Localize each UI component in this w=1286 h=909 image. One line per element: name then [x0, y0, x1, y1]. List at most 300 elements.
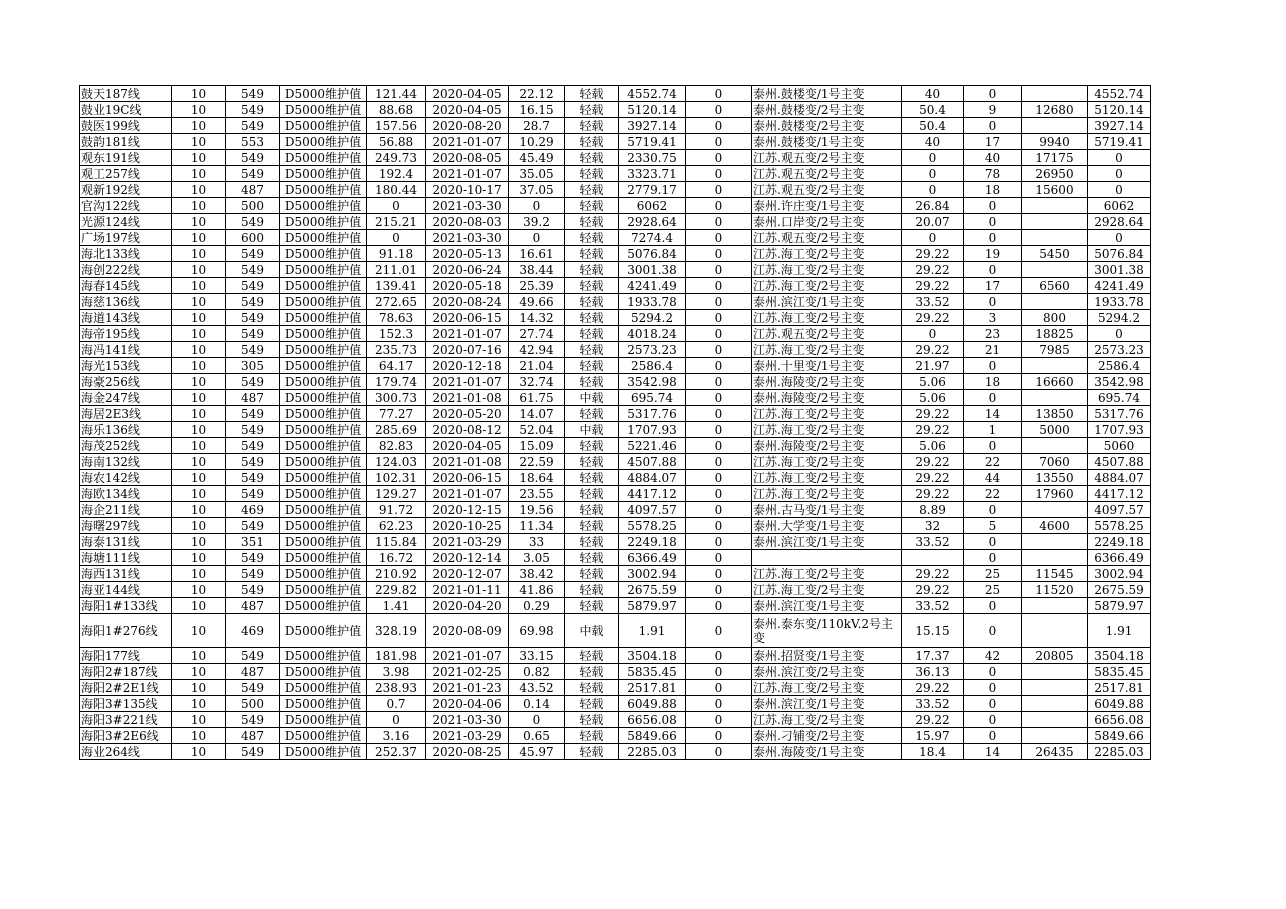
max-current-cell: 181.98: [367, 648, 426, 664]
load-rate-cell: 32.74: [509, 374, 565, 390]
rated-current-cell: 549: [226, 342, 280, 358]
available-capacity-cell: 5835.45: [619, 664, 686, 680]
max-current-cell: 0.7: [367, 696, 426, 712]
count-cell: 14: [964, 744, 1022, 760]
transformer-cell: 江苏.海工变/2号主变: [752, 310, 902, 326]
table-row: [80, 438, 1151, 454]
transformer-cell: 泰州.刁铺变/2号主变: [752, 728, 902, 744]
load-rate-cell: 52.04: [509, 422, 565, 438]
transformer-cell: 泰州.滨江变/1号主变: [752, 294, 902, 310]
remaining-capacity-cell: 2285.03: [1088, 744, 1151, 760]
voltage-cell: 10: [172, 294, 226, 310]
source-cell: D5000维护值: [280, 712, 367, 728]
transformer-load-cell: 29.22: [902, 454, 964, 470]
voltage-cell: 10: [172, 230, 226, 246]
line-name-cell: 海北133线: [80, 246, 172, 262]
capacity-cell: 800: [1022, 310, 1088, 326]
count-cell: 0: [964, 262, 1022, 278]
load-rate-cell: 15.09: [509, 438, 565, 454]
available-capacity-cell: 695.74: [619, 390, 686, 406]
available-capacity-cell: 2517.81: [619, 680, 686, 696]
remaining-capacity-cell: 6656.08: [1088, 712, 1151, 728]
available-capacity-cell: 6062: [619, 198, 686, 214]
load-rate-cell: 43.52: [509, 680, 565, 696]
rated-current-cell: 549: [226, 582, 280, 598]
date-cell: 2020-10-17: [426, 182, 509, 198]
max-current-cell: 91.18: [367, 246, 426, 262]
load-rate-cell: 33: [509, 534, 565, 550]
flag-cell: 0: [686, 230, 752, 246]
transformer-cell: 江苏.海工变/2号主变: [752, 582, 902, 598]
line-name-cell: 鼓医199线: [80, 118, 172, 134]
flag-cell: 0: [686, 390, 752, 406]
table-row: [80, 214, 1151, 230]
voltage-cell: 10: [172, 648, 226, 664]
source-cell: D5000维护值: [280, 246, 367, 262]
flag-cell: 0: [686, 182, 752, 198]
source-cell: D5000维护值: [280, 294, 367, 310]
source-cell: D5000维护值: [280, 696, 367, 712]
load-status-cell: 轻载: [565, 166, 619, 182]
count-cell: 0: [964, 294, 1022, 310]
transformer-load-cell: 33.52: [902, 696, 964, 712]
table-row: [80, 712, 1151, 728]
flag-cell: 0: [686, 470, 752, 486]
source-cell: D5000维护值: [280, 680, 367, 696]
flag-cell: 0: [686, 712, 752, 728]
max-current-cell: 211.01: [367, 262, 426, 278]
rated-current-cell: 305: [226, 358, 280, 374]
date-cell: 2021-03-29: [426, 534, 509, 550]
source-cell: D5000维护值: [280, 582, 367, 598]
transformer-load-cell: 0: [902, 150, 964, 166]
transformer-cell: 泰州.鼓楼变/1号主变: [752, 134, 902, 150]
date-cell: 2020-12-15: [426, 502, 509, 518]
count-cell: 0: [964, 598, 1022, 614]
transformer-load-cell: [902, 550, 964, 566]
line-name-cell: 海帝195线: [80, 326, 172, 342]
load-rate-cell: 38.42: [509, 566, 565, 582]
capacity-cell: 7060: [1022, 454, 1088, 470]
capacity-cell: 26435: [1022, 744, 1088, 760]
max-current-cell: 56.88: [367, 134, 426, 150]
rated-current-cell: 549: [226, 566, 280, 582]
rated-current-cell: 549: [226, 374, 280, 390]
line-name-cell: 海阳2#187线: [80, 664, 172, 680]
date-cell: 2021-02-25: [426, 664, 509, 680]
available-capacity-cell: 6366.49: [619, 550, 686, 566]
table-row: [80, 86, 1151, 102]
count-cell: 78: [964, 166, 1022, 182]
rated-current-cell: 549: [226, 680, 280, 696]
capacity-cell: [1022, 728, 1088, 744]
load-status-cell: 轻载: [565, 230, 619, 246]
capacity-cell: [1022, 614, 1088, 648]
flag-cell: 0: [686, 310, 752, 326]
remaining-capacity-cell: 5060: [1088, 438, 1151, 454]
available-capacity-cell: 5849.66: [619, 728, 686, 744]
voltage-cell: 10: [172, 166, 226, 182]
source-cell: D5000维护值: [280, 550, 367, 566]
voltage-cell: 10: [172, 310, 226, 326]
transformer-load-cell: 32: [902, 518, 964, 534]
date-cell: 2021-01-07: [426, 166, 509, 182]
available-capacity-cell: 6656.08: [619, 712, 686, 728]
capacity-cell: 17175: [1022, 150, 1088, 166]
voltage-cell: 10: [172, 696, 226, 712]
source-cell: D5000维护值: [280, 664, 367, 680]
remaining-capacity-cell: 4097.57: [1088, 502, 1151, 518]
table-row: [80, 342, 1151, 358]
date-cell: 2020-07-16: [426, 342, 509, 358]
load-rate-cell: 11.34: [509, 518, 565, 534]
date-cell: 2020-08-25: [426, 744, 509, 760]
table-row: [80, 454, 1151, 470]
count-cell: 0: [964, 550, 1022, 566]
remaining-capacity-cell: 3542.98: [1088, 374, 1151, 390]
flag-cell: 0: [686, 150, 752, 166]
voltage-cell: 10: [172, 118, 226, 134]
capacity-cell: 11520: [1022, 582, 1088, 598]
count-cell: 21: [964, 342, 1022, 358]
max-current-cell: 192.4: [367, 166, 426, 182]
source-cell: D5000维护值: [280, 728, 367, 744]
line-name-cell: 海阳2#2E1线: [80, 680, 172, 696]
voltage-cell: 10: [172, 534, 226, 550]
transformer-cell: 江苏.观五变/2号主变: [752, 230, 902, 246]
load-status-cell: 轻载: [565, 374, 619, 390]
line-name-cell: 海慈136线: [80, 294, 172, 310]
load-rate-cell: 27.74: [509, 326, 565, 342]
count-cell: 25: [964, 566, 1022, 582]
table-row: [80, 374, 1151, 390]
remaining-capacity-cell: 5879.97: [1088, 598, 1151, 614]
max-current-cell: 115.84: [367, 534, 426, 550]
date-cell: 2021-01-07: [426, 134, 509, 150]
rated-current-cell: 549: [226, 712, 280, 728]
line-name-cell: 官沟122线: [80, 198, 172, 214]
rated-current-cell: 549: [226, 86, 280, 102]
transformer-load-cell: 29.22: [902, 342, 964, 358]
load-rate-cell: 0: [509, 230, 565, 246]
date-cell: 2021-03-30: [426, 198, 509, 214]
remaining-capacity-cell: 2675.59: [1088, 582, 1151, 598]
transformer-cell: 江苏.观五变/2号主变: [752, 182, 902, 198]
transformer-load-cell: 17.37: [902, 648, 964, 664]
transformer-cell: 江苏.观五变/2号主变: [752, 326, 902, 342]
transformer-cell: 江苏.海工变/2号主变: [752, 278, 902, 294]
max-current-cell: 77.27: [367, 406, 426, 422]
transformer-cell: 江苏.海工变/2号主变: [752, 712, 902, 728]
capacity-cell: 18825: [1022, 326, 1088, 342]
load-status-cell: 轻载: [565, 310, 619, 326]
max-current-cell: 238.93: [367, 680, 426, 696]
table-row: [80, 102, 1151, 118]
flag-cell: 0: [686, 102, 752, 118]
max-current-cell: 272.65: [367, 294, 426, 310]
remaining-capacity-cell: 5578.25: [1088, 518, 1151, 534]
remaining-capacity-cell: 0: [1088, 150, 1151, 166]
voltage-cell: 10: [172, 438, 226, 454]
available-capacity-cell: 2573.23: [619, 342, 686, 358]
voltage-cell: 10: [172, 502, 226, 518]
load-rate-cell: 0.29: [509, 598, 565, 614]
max-current-cell: 285.69: [367, 422, 426, 438]
date-cell: 2020-04-05: [426, 438, 509, 454]
remaining-capacity-cell: 6062: [1088, 198, 1151, 214]
transformer-load-cell: 36.13: [902, 664, 964, 680]
load-rate-cell: 3.05: [509, 550, 565, 566]
remaining-capacity-cell: 4884.07: [1088, 470, 1151, 486]
remaining-capacity-cell: 1933.78: [1088, 294, 1151, 310]
capacity-cell: [1022, 712, 1088, 728]
load-rate-cell: 18.64: [509, 470, 565, 486]
max-current-cell: 252.37: [367, 744, 426, 760]
rated-current-cell: 487: [226, 182, 280, 198]
capacity-cell: [1022, 198, 1088, 214]
line-name-cell: 海亚144线: [80, 582, 172, 598]
source-cell: D5000维护值: [280, 134, 367, 150]
date-cell: 2020-04-06: [426, 696, 509, 712]
remaining-capacity-cell: 2249.18: [1088, 534, 1151, 550]
load-status-cell: 轻载: [565, 358, 619, 374]
flag-cell: 0: [686, 214, 752, 230]
rated-current-cell: 549: [226, 214, 280, 230]
max-current-cell: 1.41: [367, 598, 426, 614]
load-rate-cell: 25.39: [509, 278, 565, 294]
voltage-cell: 10: [172, 150, 226, 166]
transformer-cell: 泰州.鼓楼变/2号主变: [752, 102, 902, 118]
max-current-cell: 180.44: [367, 182, 426, 198]
source-cell: D5000维护值: [280, 518, 367, 534]
capacity-cell: 5000: [1022, 422, 1088, 438]
load-status-cell: 轻载: [565, 246, 619, 262]
transformer-load-cell: 40: [902, 86, 964, 102]
transformer-cell: 泰州.鼓楼变/1号主变: [752, 86, 902, 102]
table-row: [80, 680, 1151, 696]
remaining-capacity-cell: 4241.49: [1088, 278, 1151, 294]
available-capacity-cell: 7274.4: [619, 230, 686, 246]
rated-current-cell: 600: [226, 230, 280, 246]
count-cell: 18: [964, 182, 1022, 198]
table-row: [80, 166, 1151, 182]
transformer-load-cell: 29.22: [902, 422, 964, 438]
rated-current-cell: 549: [226, 326, 280, 342]
date-cell: 2020-12-18: [426, 358, 509, 374]
remaining-capacity-cell: 5835.45: [1088, 664, 1151, 680]
remaining-capacity-cell: 6366.49: [1088, 550, 1151, 566]
load-status-cell: 轻载: [565, 102, 619, 118]
transformer-cell: [752, 550, 902, 566]
transformer-load-cell: 26.84: [902, 198, 964, 214]
date-cell: 2020-05-13: [426, 246, 509, 262]
voltage-cell: 10: [172, 278, 226, 294]
voltage-cell: 10: [172, 614, 226, 648]
source-cell: D5000维护值: [280, 390, 367, 406]
transformer-load-cell: 29.22: [902, 486, 964, 502]
load-rate-cell: 49.66: [509, 294, 565, 310]
max-current-cell: 3.98: [367, 664, 426, 680]
date-cell: 2021-01-07: [426, 486, 509, 502]
line-name-cell: 海塘111线: [80, 550, 172, 566]
voltage-cell: 10: [172, 598, 226, 614]
table-row: [80, 134, 1151, 150]
line-name-cell: 海乐136线: [80, 422, 172, 438]
source-cell: D5000维护值: [280, 598, 367, 614]
voltage-cell: 10: [172, 134, 226, 150]
count-cell: 0: [964, 664, 1022, 680]
transformer-load-cell: 40: [902, 134, 964, 150]
flag-cell: 0: [686, 664, 752, 680]
flag-cell: 0: [686, 454, 752, 470]
rated-current-cell: 351: [226, 534, 280, 550]
load-status-cell: 轻载: [565, 454, 619, 470]
load-status-cell: 轻载: [565, 118, 619, 134]
max-current-cell: 62.23: [367, 518, 426, 534]
transformer-load-cell: 29.22: [902, 262, 964, 278]
available-capacity-cell: 6049.88: [619, 696, 686, 712]
voltage-cell: 10: [172, 214, 226, 230]
transformer-load-cell: 5.06: [902, 390, 964, 406]
voltage-cell: 10: [172, 390, 226, 406]
count-cell: 23: [964, 326, 1022, 342]
load-status-cell: 轻载: [565, 744, 619, 760]
flag-cell: 0: [686, 582, 752, 598]
load-rate-cell: 19.56: [509, 502, 565, 518]
capacity-cell: 16660: [1022, 374, 1088, 390]
transformer-cell: 江苏.海工变/2号主变: [752, 406, 902, 422]
line-name-cell: 海企211线: [80, 502, 172, 518]
transformer-load-cell: 0: [902, 326, 964, 342]
source-cell: D5000维护值: [280, 374, 367, 390]
max-current-cell: 121.44: [367, 86, 426, 102]
voltage-cell: 10: [172, 358, 226, 374]
capacity-cell: [1022, 534, 1088, 550]
transformer-load-cell: 29.22: [902, 310, 964, 326]
line-name-cell: 光源124线: [80, 214, 172, 230]
remaining-capacity-cell: 3002.94: [1088, 566, 1151, 582]
flag-cell: 0: [686, 326, 752, 342]
voltage-cell: 10: [172, 486, 226, 502]
rated-current-cell: 549: [226, 518, 280, 534]
date-cell: 2020-04-05: [426, 86, 509, 102]
capacity-cell: 12680: [1022, 102, 1088, 118]
flag-cell: 0: [686, 262, 752, 278]
date-cell: 2020-08-09: [426, 614, 509, 648]
voltage-cell: 10: [172, 518, 226, 534]
capacity-cell: [1022, 680, 1088, 696]
source-cell: D5000维护值: [280, 118, 367, 134]
date-cell: 2021-01-23: [426, 680, 509, 696]
transformer-cell: 泰州.海陵变/2号主变: [752, 374, 902, 390]
count-cell: 0: [964, 680, 1022, 696]
remaining-capacity-cell: 6049.88: [1088, 696, 1151, 712]
load-status-cell: 轻载: [565, 86, 619, 102]
capacity-cell: [1022, 664, 1088, 680]
available-capacity-cell: 5221.46: [619, 438, 686, 454]
capacity-cell: 26950: [1022, 166, 1088, 182]
max-current-cell: 157.56: [367, 118, 426, 134]
remaining-capacity-cell: 4417.12: [1088, 486, 1151, 502]
count-cell: 17: [964, 134, 1022, 150]
rated-current-cell: 549: [226, 166, 280, 182]
voltage-cell: 10: [172, 582, 226, 598]
voltage-cell: 10: [172, 712, 226, 728]
flag-cell: 0: [686, 680, 752, 696]
available-capacity-cell: 5578.25: [619, 518, 686, 534]
rated-current-cell: 549: [226, 550, 280, 566]
voltage-cell: 10: [172, 728, 226, 744]
voltage-cell: 10: [172, 342, 226, 358]
source-cell: D5000维护值: [280, 744, 367, 760]
max-current-cell: 102.31: [367, 470, 426, 486]
line-name-cell: 观东191线: [80, 150, 172, 166]
load-rate-cell: 0.65: [509, 728, 565, 744]
load-status-cell: 中载: [565, 422, 619, 438]
rated-current-cell: 549: [226, 486, 280, 502]
date-cell: 2020-06-24: [426, 262, 509, 278]
load-rate-cell: 14.32: [509, 310, 565, 326]
max-current-cell: 210.92: [367, 566, 426, 582]
source-cell: D5000维护值: [280, 230, 367, 246]
count-cell: 0: [964, 118, 1022, 134]
table-row: [80, 744, 1151, 760]
rated-current-cell: 549: [226, 102, 280, 118]
load-rate-cell: 45.49: [509, 150, 565, 166]
flag-cell: 0: [686, 486, 752, 502]
table-row: [80, 198, 1151, 214]
spreadsheet-table: [79, 85, 1151, 760]
load-rate-cell: 45.97: [509, 744, 565, 760]
source-cell: D5000维护值: [280, 326, 367, 342]
date-cell: 2021-01-07: [426, 374, 509, 390]
voltage-cell: 10: [172, 198, 226, 214]
rated-current-cell: 469: [226, 502, 280, 518]
available-capacity-cell: 3323.71: [619, 166, 686, 182]
max-current-cell: 249.73: [367, 150, 426, 166]
available-capacity-cell: 4507.88: [619, 454, 686, 470]
load-rate-cell: 22.59: [509, 454, 565, 470]
available-capacity-cell: 4552.74: [619, 86, 686, 102]
transformer-cell: 江苏.海工变/2号主变: [752, 680, 902, 696]
rated-current-cell: 549: [226, 744, 280, 760]
rated-current-cell: 549: [226, 118, 280, 134]
available-capacity-cell: 2779.17: [619, 182, 686, 198]
source-cell: D5000维护值: [280, 422, 367, 438]
available-capacity-cell: 4097.57: [619, 502, 686, 518]
load-rate-cell: 0: [509, 198, 565, 214]
max-current-cell: 16.72: [367, 550, 426, 566]
date-cell: 2020-08-24: [426, 294, 509, 310]
transformer-load-cell: 33.52: [902, 294, 964, 310]
date-cell: 2021-01-11: [426, 582, 509, 598]
date-cell: 2020-06-15: [426, 310, 509, 326]
transformer-load-cell: 50.4: [902, 102, 964, 118]
remaining-capacity-cell: 2517.81: [1088, 680, 1151, 696]
count-cell: 0: [964, 198, 1022, 214]
load-status-cell: 轻载: [565, 696, 619, 712]
table-row: [80, 422, 1151, 438]
transformer-load-cell: 0: [902, 230, 964, 246]
load-status-cell: 轻载: [565, 534, 619, 550]
count-cell: 1: [964, 422, 1022, 438]
transformer-load-cell: 20.07: [902, 214, 964, 230]
transformer-load-cell: 29.22: [902, 278, 964, 294]
table-row: [80, 486, 1151, 502]
count-cell: 0: [964, 358, 1022, 374]
transformer-load-cell: 15.15: [902, 614, 964, 648]
rated-current-cell: 549: [226, 648, 280, 664]
